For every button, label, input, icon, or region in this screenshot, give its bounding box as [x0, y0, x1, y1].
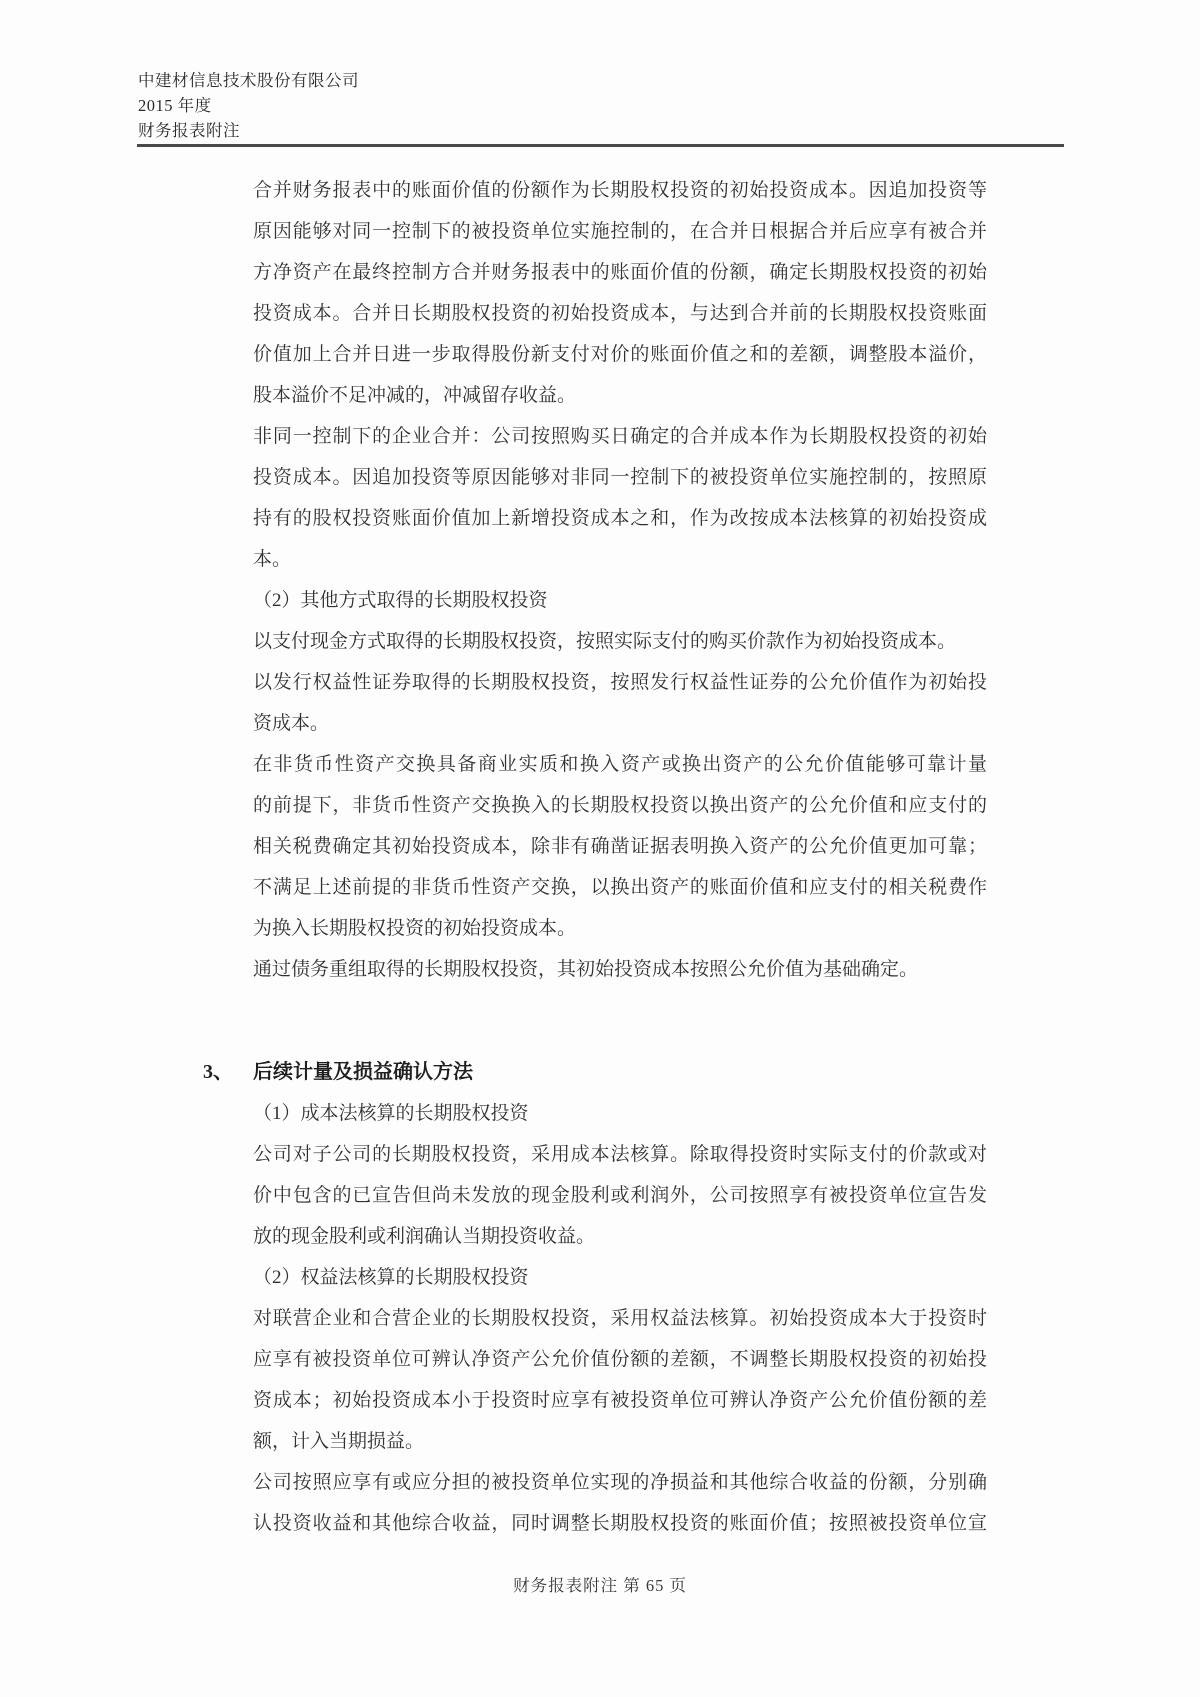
document-body: [203, 170, 987, 1544]
text-line: （2）其他方式取得的长期股权投资: [253, 590, 548, 611]
text-line: 原因能够对同一控制下的被投资单位实施控制的，在合并日根据合并后应享有被合并: [253, 221, 987, 242]
text-line: 价值加上合并日进一步取得股份新支付对价的账面价值之和的差额，调整股本溢价，: [253, 344, 987, 365]
paragraph: [253, 1462, 987, 1544]
text-line: 公司按照应享有或应分担的被投资单位实现的净损益和其他综合收益的份额，分别确: [253, 1472, 987, 1493]
text-line: 的前提下，非货币性资产交换换入的长期股权投资以换出资产的公允价值和应支付的: [253, 795, 987, 816]
paragraph: [253, 1298, 987, 1462]
header-divider-line: [137, 144, 1064, 147]
text-line: 资成本；初始投资成本小于投资时应享有被投资单位可辨认净资产公允价值份额的差: [253, 1390, 987, 1411]
text-line: 本。: [253, 549, 292, 570]
paragraph: [253, 416, 987, 580]
text-line: （1）成本法核算的长期股权投资: [253, 1103, 529, 1124]
page-footer: [0, 1572, 1200, 1596]
text-line: 股本溢价不足冲减的，冲减留存收益。: [253, 385, 577, 406]
paragraph: [253, 1093, 987, 1134]
text-line: 在非货币性资产交换具备商业实质和换入资产或换出资产的公允价值能够可靠计量: [253, 754, 987, 775]
paragraph: [253, 1257, 987, 1298]
text-line: 放的现金股利或利润确认当期投资收益。: [253, 1226, 596, 1247]
section-title: 后续计量及损益确认方法: [253, 1061, 473, 1083]
report-period: 2015 年度: [138, 96, 212, 115]
text-line: （2）权益法核算的长期股权投资: [253, 1267, 529, 1288]
text-line: 公司对子公司的长期股权投资，采用成本法核算。除取得投资时实际支付的价款或对: [253, 1144, 987, 1165]
paragraph: [253, 1134, 987, 1257]
text-line: 资成本。: [253, 713, 330, 734]
text-line: 投资成本。因追加投资等原因能够对非同一控制下的被投资单位实施控制的，按照原: [253, 467, 987, 488]
text-line: 方净资产在最终控制方合并财务报表中的账面价值的份额，确定长期股权投资的初始: [253, 262, 987, 283]
text-line: 合并财务报表中的账面价值的份额作为长期股权投资的初始投资成本。因追加投资等: [253, 180, 987, 201]
text-line: 非同一控制下的企业合并：公司按照购买日确定的合并成本作为长期股权投资的初始: [253, 426, 987, 447]
text-line: 持有的股权投资账面价值加上新增投资成本之和，作为改按成本法核算的初始投资成: [253, 508, 987, 529]
text-line: 以发行权益性证券取得的长期股权投资，按照发行权益性证券的公允价值作为初始投: [253, 672, 987, 693]
text-line: 对联营企业和合营企业的长期股权投资，采用权益法核算。初始投资成本大于投资时: [253, 1308, 987, 1329]
text-line: 通过债务重组取得的长期股权投资，其初始投资成本按照公允价值为基础确定。: [253, 959, 919, 980]
paragraph: [253, 662, 987, 744]
document-title: 财务报表附注: [138, 121, 240, 140]
text-line: 应享有被投资单位可辨认净资产公允价值份额的差额，不调整长期股权投资的初始投: [253, 1349, 987, 1370]
section-heading: [203, 1052, 987, 1093]
text-line: 不满足上述前提的非货币性资产交换，以换出资产的账面价值和应支付的相关税费作: [253, 877, 987, 898]
footer-page-label: 财务报表附注 第 65 页: [513, 1576, 687, 1595]
text-line: 以支付现金方式取得的长期股权投资，按照实际支付的购买价款作为初始投资成本。: [253, 631, 957, 652]
paragraph: [253, 744, 987, 949]
text-line: 认投资收益和其他综合收益，同时调整长期股权投资的账面价值；按照被投资单位宣: [253, 1513, 987, 1534]
paragraph: [253, 949, 987, 990]
text-line: 额，计入当期损益。: [253, 1431, 425, 1452]
text-line: 相关税费确定其初始投资成本，除非有确凿证据表明换入资产的公允价值更加可靠；: [253, 836, 987, 857]
company-name: 中建材信息技术股份有限公司: [138, 71, 359, 90]
paragraph: [253, 621, 987, 662]
section-number: 3、: [203, 1061, 233, 1083]
page-header: [138, 68, 359, 143]
text-line: 为换入长期股权投资的初始投资成本。: [253, 918, 577, 939]
paragraph: [253, 170, 987, 416]
text-line: 价中包含的已宣告但尚未发放的现金股利或利润外，公司按照享有被投资单位宣告发: [253, 1185, 987, 1206]
text-line: 投资成本。合并日长期股权投资的初始投资成本，与达到合并前的长期股权投资账面: [253, 303, 987, 324]
paragraph: [253, 580, 987, 621]
